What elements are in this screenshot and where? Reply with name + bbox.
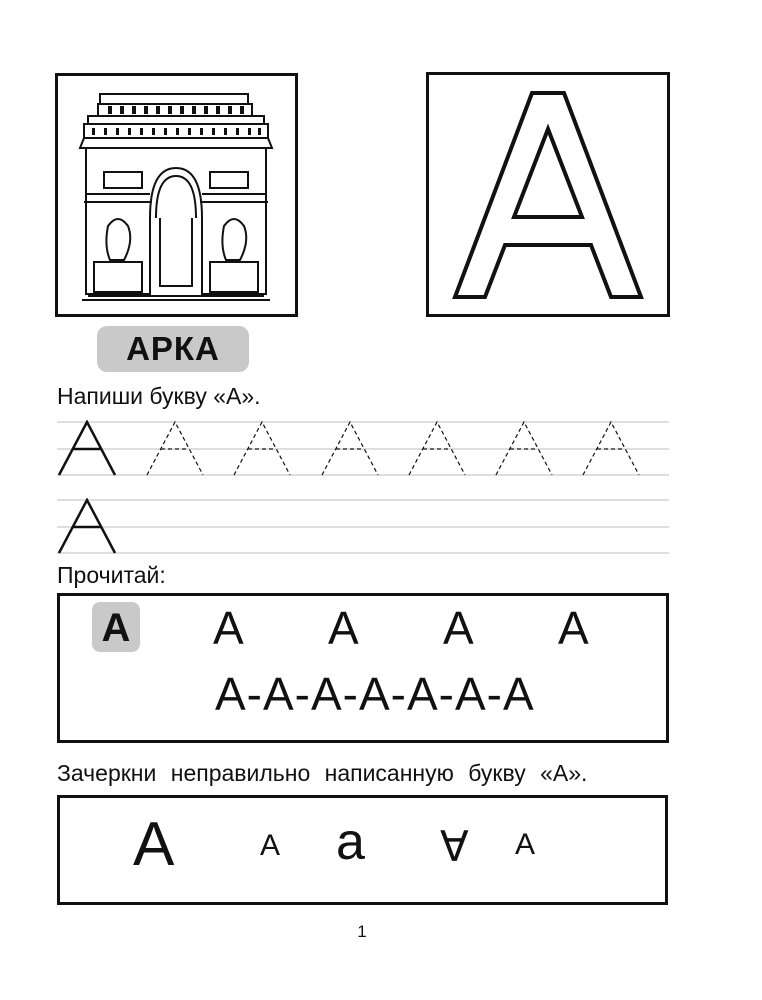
highlighted-letter: А [92,602,140,652]
instruction-cross-out: Зачеркни неправильно написанную букву «А». [57,760,588,786]
read-letter: А [558,602,589,654]
read-syllable-row: А-А-А-А-А-А-А [215,668,535,720]
big-letter-outline [429,75,667,314]
instruction-read: Прочитай: [57,562,166,588]
read-letter: А [328,602,359,654]
letter-variant[interactable]: А [260,829,281,862]
arch-illustration [58,76,295,314]
arch-picture-frame [55,73,298,317]
page-number: 1 [357,922,367,941]
instruction-write: Напиши букву «А». [57,383,261,409]
letter-variant[interactable]: А [133,810,175,879]
word-label: АРКА [97,326,249,372]
writing-lines [57,498,669,556]
letter-variant[interactable]: А [515,828,536,861]
big-letter-frame [426,72,670,317]
read-letter: А [443,602,474,654]
letter-variant[interactable]: а [336,813,365,871]
cross-out-box [57,795,668,905]
writing-row-2 [57,498,669,556]
tracing-lines [57,420,669,478]
letter-variant[interactable]: ∀ [440,823,469,870]
read-letter: А [213,602,244,654]
writing-row-1 [57,420,669,478]
read-box [57,593,669,743]
